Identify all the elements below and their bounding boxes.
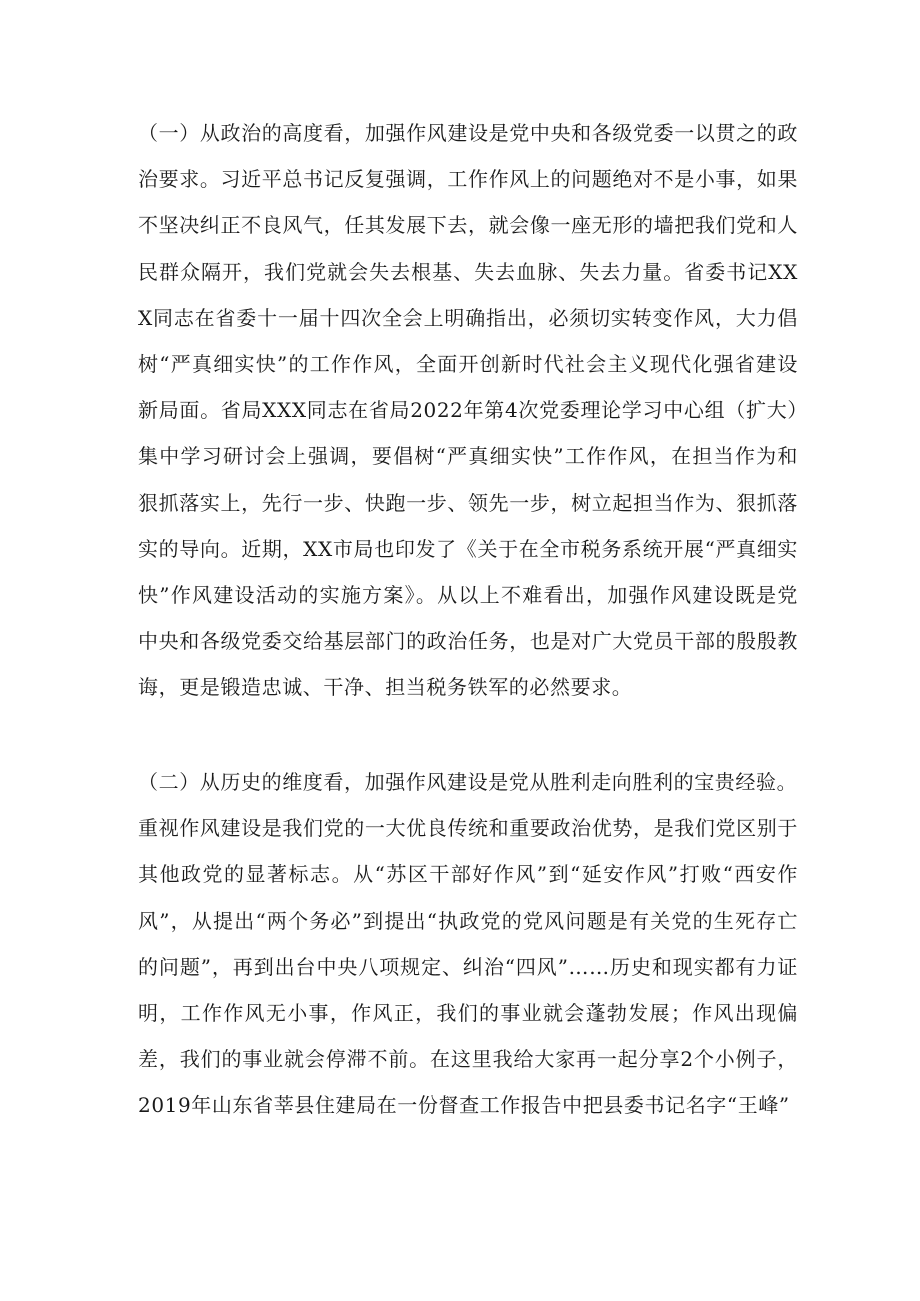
paragraph-political-perspective: （一）从政治的高度看，加强作风建设是党中央和各级党委一以贯之的政治要求。习近平总书记反复强调，工作作风上的问题绝对不是小事，如果不坚决纠正不良风气，任其发展下去，就会像一座无形的墙把我们党和人民群众隔开，我们党就会失去根基、失去血脉、失去力量。省委书记XXX同志在省委十一届十四次全会上明确指出，必须切实转变作风，大力倡树“严真细实快”的工作作风，全面开创新时代社会主义现代化强省建设新局面。省局XXX同志在省局2022年第4次党委理论学习中心组（扩大）集中学习研讨会上强调，要倡树“严真细实快”工作作风，在担当作为和狠抓落实上，先行一步、快跑一步、领先一步，树立起担当作为、狠抓落实的导向。近期，XX市局也印发了《关于在全市税务系统开展“严真细实快”作风建设活动的实施方案》。从以上不难看出，加强作风建设既是党中央和各级党委交给基层部门的政治任务，也是对广大党员干部的殷殷教诲，更是锻造忠诚、干净、担当税务铁军的必然要求。	[138, 121, 798, 700]
paragraph-historical-perspective: （二）从历史的维度看，加强作风建设是党从胜利走向胜利的宝贵经验。 重视作风建设是我们党的一大优良传统和重要政治优势，是我们党区别于其他政党的显著标志。从“苏区干部好作风”到“延安作风”打败“西安作风”，从提出“两个务必”到提出“执政党的党风问题是有关党的生死存亡的问题”，再到出台中央八项规定、纠治“四风”……历史和现实都有力证明，工作作风无小事，作风正，我们的事业就会蓬勃发展；作风出现偏差，我们的事业就会停滞不前。在这里我给大家再一起分享2个小例子，2019年山东省莘县住建局在一份督查工作报告中把县委书记名字“王峰”	[138, 770, 798, 1118]
